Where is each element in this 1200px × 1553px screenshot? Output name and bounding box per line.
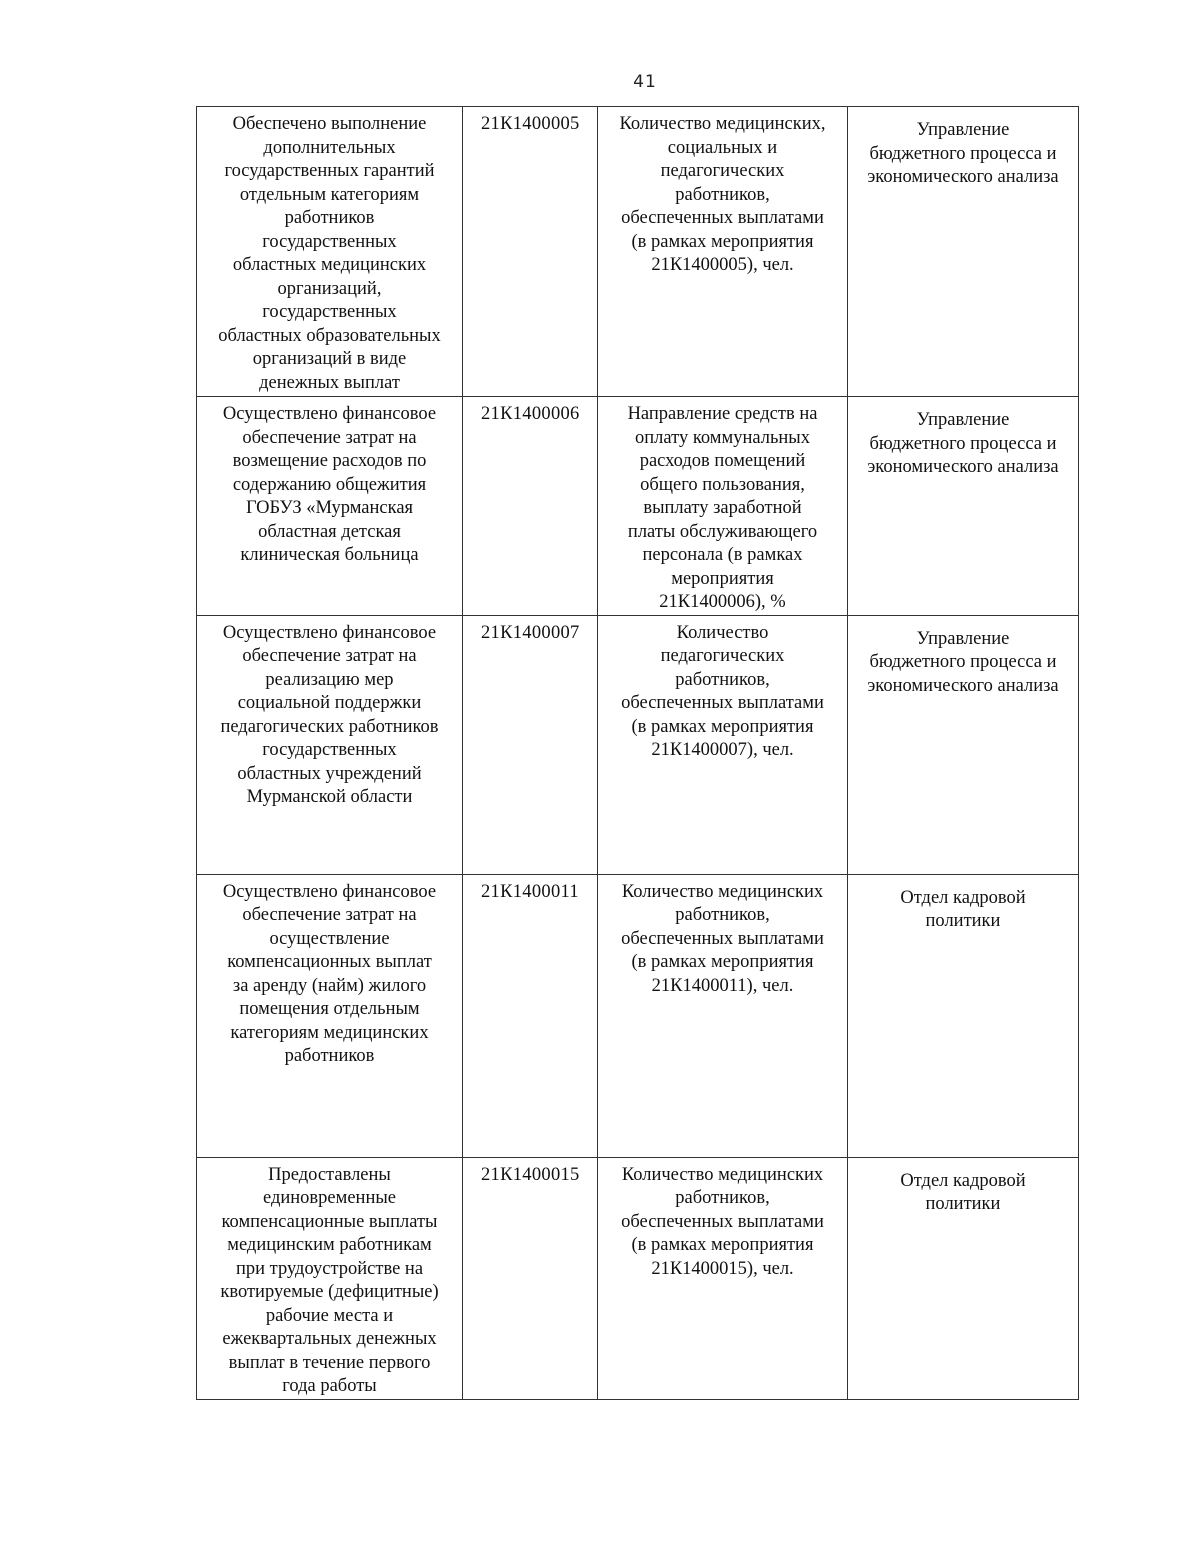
code-text: 21К1400007 — [481, 622, 580, 643]
responsible-cell — [848, 1157, 1079, 1399]
result-text: Осуществлено финансовое обеспечение затрат на возмещение расходов по содержанию общежития ГОБУЗ «Мурманская областная детская клиническая больница — [222, 404, 437, 565]
table-row — [197, 397, 1079, 616]
responsible-text: Отдел кадровой политики — [900, 1170, 1026, 1214]
result-cell — [197, 615, 463, 874]
code-cell — [463, 874, 598, 1157]
responsible-cell — [848, 107, 1079, 397]
page-number: 41 — [633, 72, 657, 92]
result-text: Предоставлены единовременные компенсационные выплаты медицинским работникам при трудоустройстве на квотируемые (дефицитные) рабочие места и ежеквартальных денежных выплат в течение первого года работы — [220, 1164, 439, 1396]
indicator-text: Количество медицинских работников, обеспеченных выплатами (в рамках мероприятия 21К1400011), чел. — [621, 881, 824, 996]
activities-table — [196, 106, 1079, 1400]
responsible-cell — [848, 397, 1079, 616]
indicator-cell — [598, 397, 848, 616]
code-text: 21К1400015 — [481, 1164, 580, 1185]
indicator-text: Количество медицинских, социальных и педагогических работников, обеспеченных выплатами (в рамках мероприятия 21К1400005), чел. — [619, 114, 826, 275]
responsible-text: Управление бюджетного процесса и экономического анализа — [867, 628, 1059, 696]
result-text: Обеспечено выполнение дополнительных государственных гарантий отдельным категориям работников государственных областных медицинских организаций, государственных областных образовательных организаций в виде денежных выплат — [218, 114, 441, 393]
responsible-text: Отдел кадровой политики — [900, 887, 1026, 931]
code-cell — [463, 615, 598, 874]
result-cell — [197, 1157, 463, 1399]
indicator-text: Количество педагогических работников, обеспеченных выплатами (в рамках мероприятия 21К1400007), чел. — [621, 622, 824, 760]
table-row — [197, 107, 1079, 397]
responsible-text: Управление бюджетного процесса и экономического анализа — [867, 410, 1059, 477]
code-cell — [463, 397, 598, 616]
code-text: 21К1400011 — [481, 881, 579, 902]
responsible-cell — [848, 615, 1079, 874]
indicator-cell — [598, 615, 848, 874]
indicator-cell — [598, 874, 848, 1157]
result-cell — [197, 107, 463, 397]
code-cell — [463, 107, 598, 397]
indicator-cell — [598, 1157, 848, 1399]
responsible-cell — [848, 874, 1079, 1157]
code-cell — [463, 1157, 598, 1399]
indicator-text: Направление средств на оплату коммунальных расходов помещений общего пользования, выплату заработной платы обслуживающего персонала (в рамках мероприятия 21К1400006), % — [627, 404, 818, 612]
code-text: 21К1400006 — [481, 404, 580, 424]
table-row — [197, 874, 1079, 1157]
responsible-text: Управление бюджетного процесса и экономического анализа — [867, 120, 1059, 187]
table-row — [197, 615, 1079, 874]
code-text: 21К1400005 — [481, 114, 580, 134]
result-text: Осуществлено финансовое обеспечение затрат на осуществление компенсационных выплат за аренду (найм) жилого помещения отдельным категориям медицинских работников — [222, 881, 437, 1066]
result-cell — [197, 874, 463, 1157]
table-row — [197, 1157, 1079, 1399]
result-cell — [197, 397, 463, 616]
indicator-cell — [598, 107, 848, 397]
indicator-text: Количество медицинских работников, обеспеченных выплатами (в рамках мероприятия 21К1400015), чел. — [621, 1164, 824, 1279]
result-text: Осуществлено финансовое обеспечение затрат на реализацию мер социальной поддержки педагогических работников государственных областных учреждений Мурманской области — [220, 622, 439, 807]
